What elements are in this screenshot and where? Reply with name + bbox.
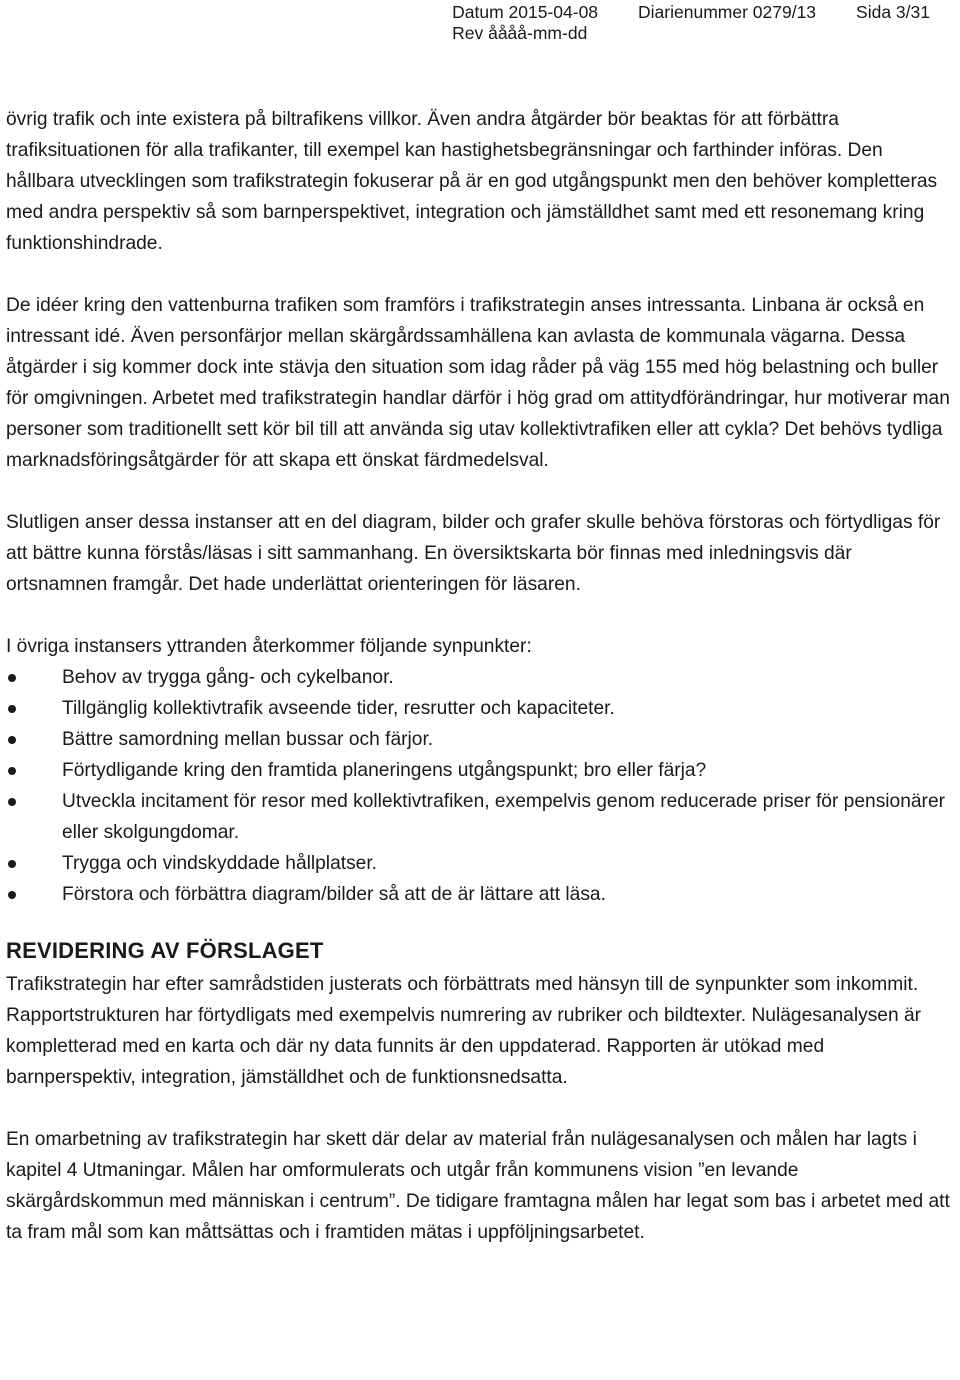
header-revision: Rev åååå-mm-dd [452,23,588,43]
list-item: Utveckla incitament för resor med kollektivtrafiken, exempelvis genom reducerade priser för pensionärer eller skolgungdomar. [6,786,956,848]
paragraph-revision: Trafikstrategin har efter samrådstiden justerats och förbättrats med hänsyn till de synpunkter som inkommit. Rapportstrukturen har förtydligats med exempelvis numrering av rubriker och bildtexter. Nulägesanalysen är kompletterad med en karta och där ny data funnits är den uppdaterad. Rapporten är utökad med barnperspektiv, integration, jämställdhet och de funktionsnedsatta. [6,974,922,1088]
paragraph-diagrams: Slutligen anser dessa instanser att en del diagram, bilder och grafer skulle behöva förstoras och förtydligas för att bättre kunna förstås/läsas i sitt sammanhang. En översiktskarta bör finnas med inledningsvis där ortsnamnen framgår. Det hade underlättat orienteringen för läsaren. [6,512,941,595]
paragraph-water-traffic: De idéer kring den vattenburna trafiken som framförs i trafikstrategin anses intressanta. Linbana är också en intressant idé. Även personfärjor mellan skärgårdssamhällena kan avlasta de kommunala vägarna. Dessa åtgärder i sig kommer dock inte stävja den situation som idag råder på väg 155 med hög belastning och buller för omgivningen. Arbetet med trafikstrategin handlar därför i hög grad om attitydförändringar, hur motiverar man personer som traditionellt sett kör bil till att använda sig utav kollektivtrafiken eller att cykla? Det behövs tydliga marknadsföringsåtgärder för att skapa ett önskat färdmedelsval. [6,295,950,471]
bullet-icon [8,736,16,744]
list-item: Bättre samordning mellan bussar och färjor. [6,724,956,755]
header-row-1 [452,2,930,23]
bullet-icon [8,705,16,713]
list-item: Förtydligande kring den framtida planeringens utgångspunkt; bro eller färja? [6,755,956,786]
document-body [6,104,956,1248]
list-item: Förstora och förbättra diagram/bilder så att de är lättare att läsa. [6,879,956,910]
section-heading: REVIDERING AV FÖRSLAGET [6,938,324,963]
paragraph-rework: En omarbetning av trafikstrategin har skett där delar av material från nulägesanalysen och målen har lagts i kapitel 4 Utmaningar. Målen har omformulerats och utgår från kommunens vision ”en levande skärgårdskommun med människan i centrum”. De tidigare framtagna målen har legat som bas i arbetet med att ta fram mål som kan måttsättas och i framtiden mätas i uppföljningsarbetet. [6,1129,950,1243]
viewpoints-list [6,662,956,910]
bullet-icon [8,767,16,775]
bullet-icon [8,674,16,682]
header-date: Datum 2015-04-08 [452,2,599,22]
header-page-number: Sida 3/31 [856,2,930,22]
paragraph-traffic: övrig trafik och inte existera på biltrafikens villkor. Även andra åtgärder bör beaktas för att förbättra trafiksituationen för alla trafikanter, till exempel kan hastighetsbegränsningar och farthinder införas. Den hållbara utvecklingen som trafikstrategin fokuserar på är en god utgångspunkt men den behöver kompletteras med andra perspektiv så som barnperspektivet, integration och jämställdhet samt med ett resonemang kring funktionshindrade. [6,109,938,254]
header-row-2 [452,23,930,44]
list-item: Tillgänglig kollektivtrafik avseende tider, resrutter och kapaciteter. [6,693,956,724]
bullet-icon [8,891,16,899]
bullet-icon [8,860,16,868]
list-item: Behov av trygga gång- och cykelbanor. [6,662,956,693]
header-diary-number: Diarienummer 0279/13 [638,2,817,22]
paragraph-viewpoints-intro: I övriga instansers yttranden återkommer följande synpunkter: [6,636,532,657]
bullet-icon [8,798,16,806]
page-header [452,2,930,44]
list-item: Trygga och vindskyddade hållplatser. [6,848,956,879]
